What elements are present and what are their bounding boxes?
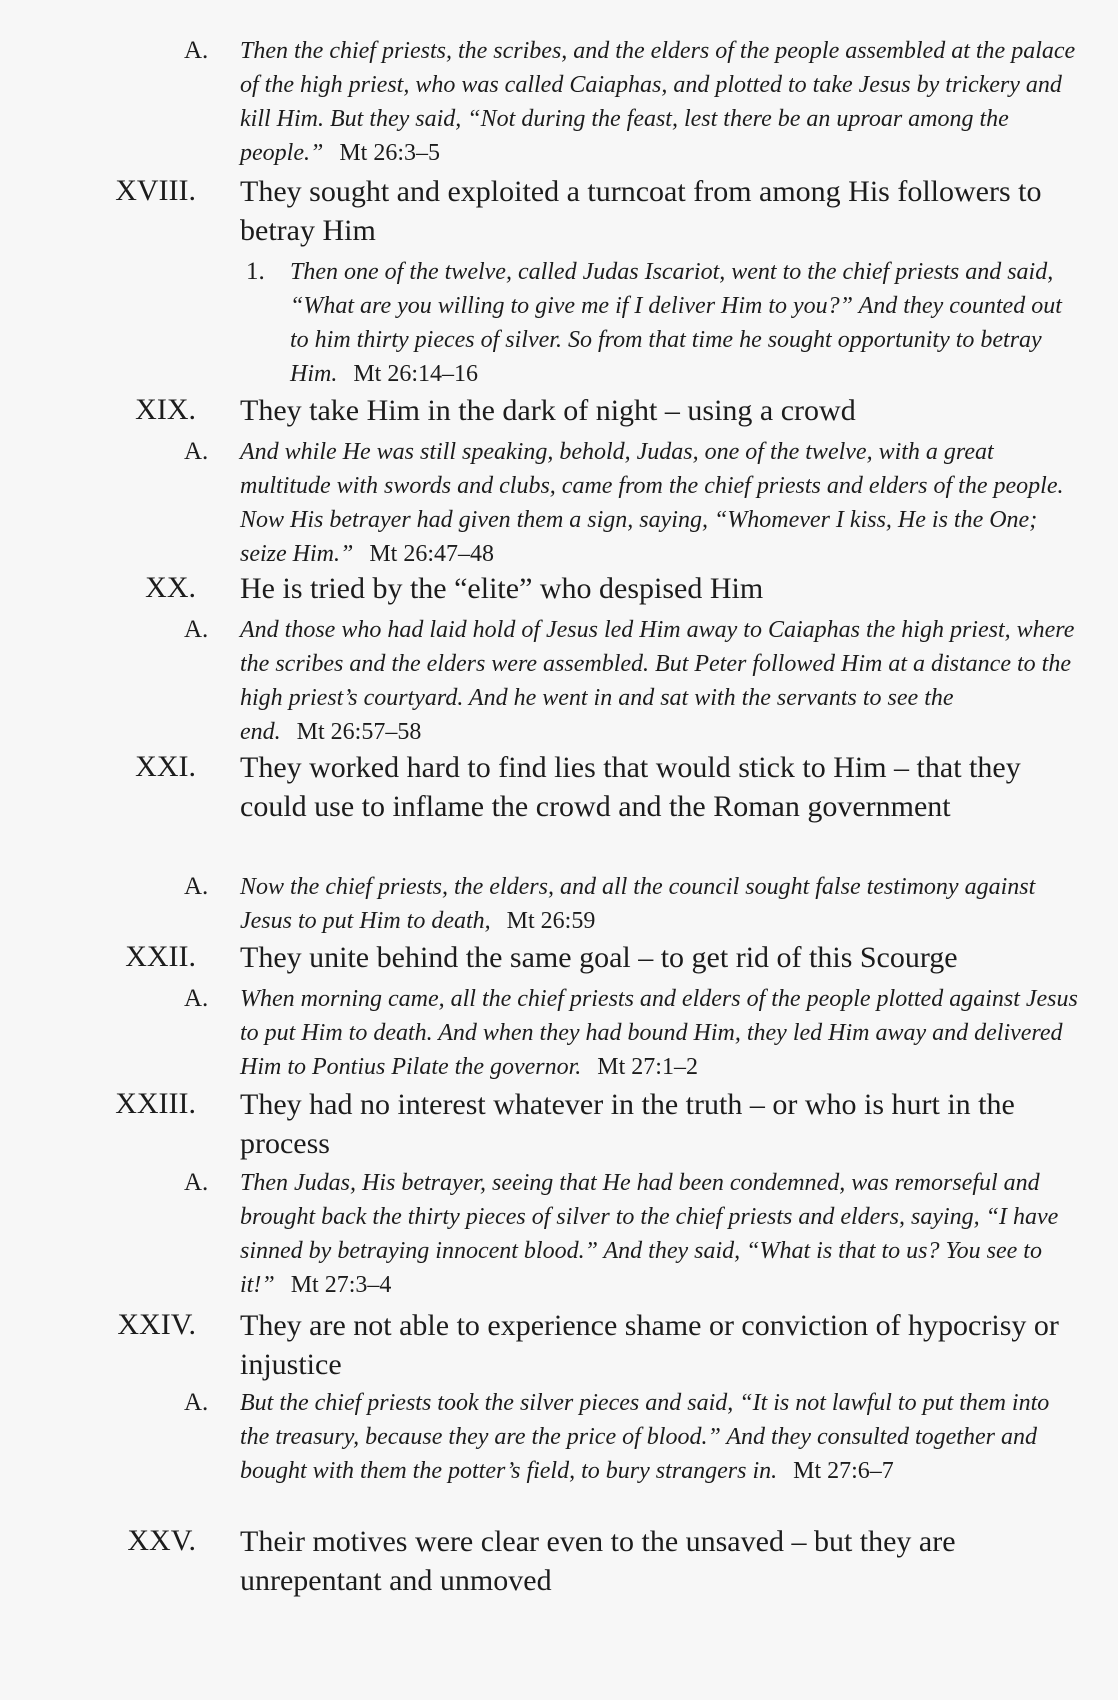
heading-text: He is tried by the “elite” who despised Him bbox=[240, 572, 764, 605]
item-marker: A. bbox=[184, 438, 209, 465]
heading-text: They unite behind the same goal – to get rid of this Scourge bbox=[240, 941, 958, 974]
scripture-quote: But the chief priests took the silver pieces and said, “It is not lawful to put them into the treasury, because they are the price of blood.” And they consulted together and bought with them the potter’s field, to bury strangers in. bbox=[240, 1390, 1050, 1484]
scripture-text bbox=[240, 1386, 1080, 1488]
scripture-text bbox=[240, 613, 1080, 749]
heading-text: They sought and exploited a turncoat from among His followers to betray Him bbox=[240, 175, 1042, 247]
heading-text: They worked hard to find lies that would stick to Him – that they could use to inflame the crowd and the Roman government bbox=[240, 751, 1021, 823]
scripture-quote: Then one of the twelve, called Judas Iscariot, went to the chief priests and said, “What are you willing to give me if I deliver Him to you?” And they counted out to him thirty pieces of silver. So from that time he sought opportunity to betray Him. bbox=[290, 259, 1062, 387]
heading-numeral: XIX. bbox=[135, 393, 196, 426]
scripture-quote: And those who had laid hold of Jesus led Him away to Caiaphas the high priest, where the scribes and the elders were assembled. But Peter followed Him at a distance to the high priest’s courtyard. And he went in and sat with the servants to see the end. bbox=[240, 617, 1075, 745]
scripture-reference: Mt 26:3–5 bbox=[339, 140, 441, 166]
heading-numeral: XXIV. bbox=[117, 1308, 196, 1341]
scripture-text bbox=[290, 255, 1080, 391]
item-marker: A. bbox=[184, 1389, 209, 1416]
heading-numeral: XXI. bbox=[135, 750, 196, 783]
scripture-reference: Mt 26:14–16 bbox=[353, 361, 479, 387]
scripture-quote: Now the chief priests, the elders, and all the council sought false testimony against Jesus to put Him to death, bbox=[240, 874, 1036, 934]
scripture-text bbox=[240, 435, 1080, 571]
scripture-quote: When morning came, all the chief priests and elders of the people plotted against Jesus to put Him to death. And when they had bound Him, they led Him away and delivered Him to Pontius Pilate the governor. bbox=[240, 986, 1078, 1080]
item-marker: A. bbox=[184, 616, 209, 643]
heading-numeral: XX. bbox=[145, 571, 196, 604]
scripture-reference: Mt 27:6–7 bbox=[793, 1458, 894, 1484]
scripture-quote: Then the chief priests, the scribes, and the elders of the people assembled at the palace of the high priest, who was called Caiaphas, and plotted to take Jesus by trickery and kill Him. But they said, “Not during the feast, lest there be an uproar among the people.” bbox=[240, 38, 1076, 166]
scripture-reference: Mt 27:3–4 bbox=[290, 1272, 392, 1298]
item-marker: 1. bbox=[246, 258, 265, 285]
scripture-quote: And while He was still speaking, behold, Judas, one of the twelve, with a great multitude with swords and clubs, came from the chief priests and elders of the people. Now His betrayer had given them a sign, saying, “Whomever I kiss, He is the One; seize Him.” bbox=[240, 439, 1064, 567]
item-marker: A. bbox=[184, 1169, 209, 1196]
scripture-reference: Mt 26:47–48 bbox=[369, 541, 495, 567]
heading-text: They take Him in the dark of night – using a crowd bbox=[240, 394, 856, 427]
scripture-reference: Mt 26:57–58 bbox=[296, 719, 422, 745]
item-marker: A. bbox=[184, 873, 209, 900]
scripture-text bbox=[240, 34, 1080, 170]
scripture-reference: Mt 27:1–2 bbox=[597, 1054, 698, 1080]
scripture-text bbox=[240, 1166, 1080, 1302]
heading-text: Their motives were clear even to the unsaved – but they are unrepentant and unmoved bbox=[240, 1525, 956, 1597]
heading-numeral: XVIII. bbox=[115, 174, 196, 207]
heading-text: They had no interest whatever in the truth – or who is hurt in the process bbox=[240, 1088, 1015, 1160]
scripture-text bbox=[240, 870, 1080, 938]
scripture-text bbox=[240, 982, 1080, 1084]
heading-numeral: XXIII. bbox=[115, 1087, 196, 1120]
scripture-quote: Then Judas, His betrayer, seeing that He had been condemned, was remorseful and brought back the thirty pieces of silver to the chief priests and elders, saying, “I have sinned by betraying innocent blood.” And they said, “What is that to us? You see to it!” bbox=[240, 1170, 1059, 1298]
heading-numeral: XXV. bbox=[127, 1524, 196, 1557]
item-marker: A. bbox=[184, 37, 209, 64]
item-marker: A. bbox=[184, 985, 209, 1012]
heading-text: They are not able to experience shame or conviction of hypocrisy or injustice bbox=[240, 1309, 1059, 1381]
heading-numeral: XXII. bbox=[125, 940, 196, 973]
scripture-reference: Mt 26:59 bbox=[506, 908, 596, 934]
